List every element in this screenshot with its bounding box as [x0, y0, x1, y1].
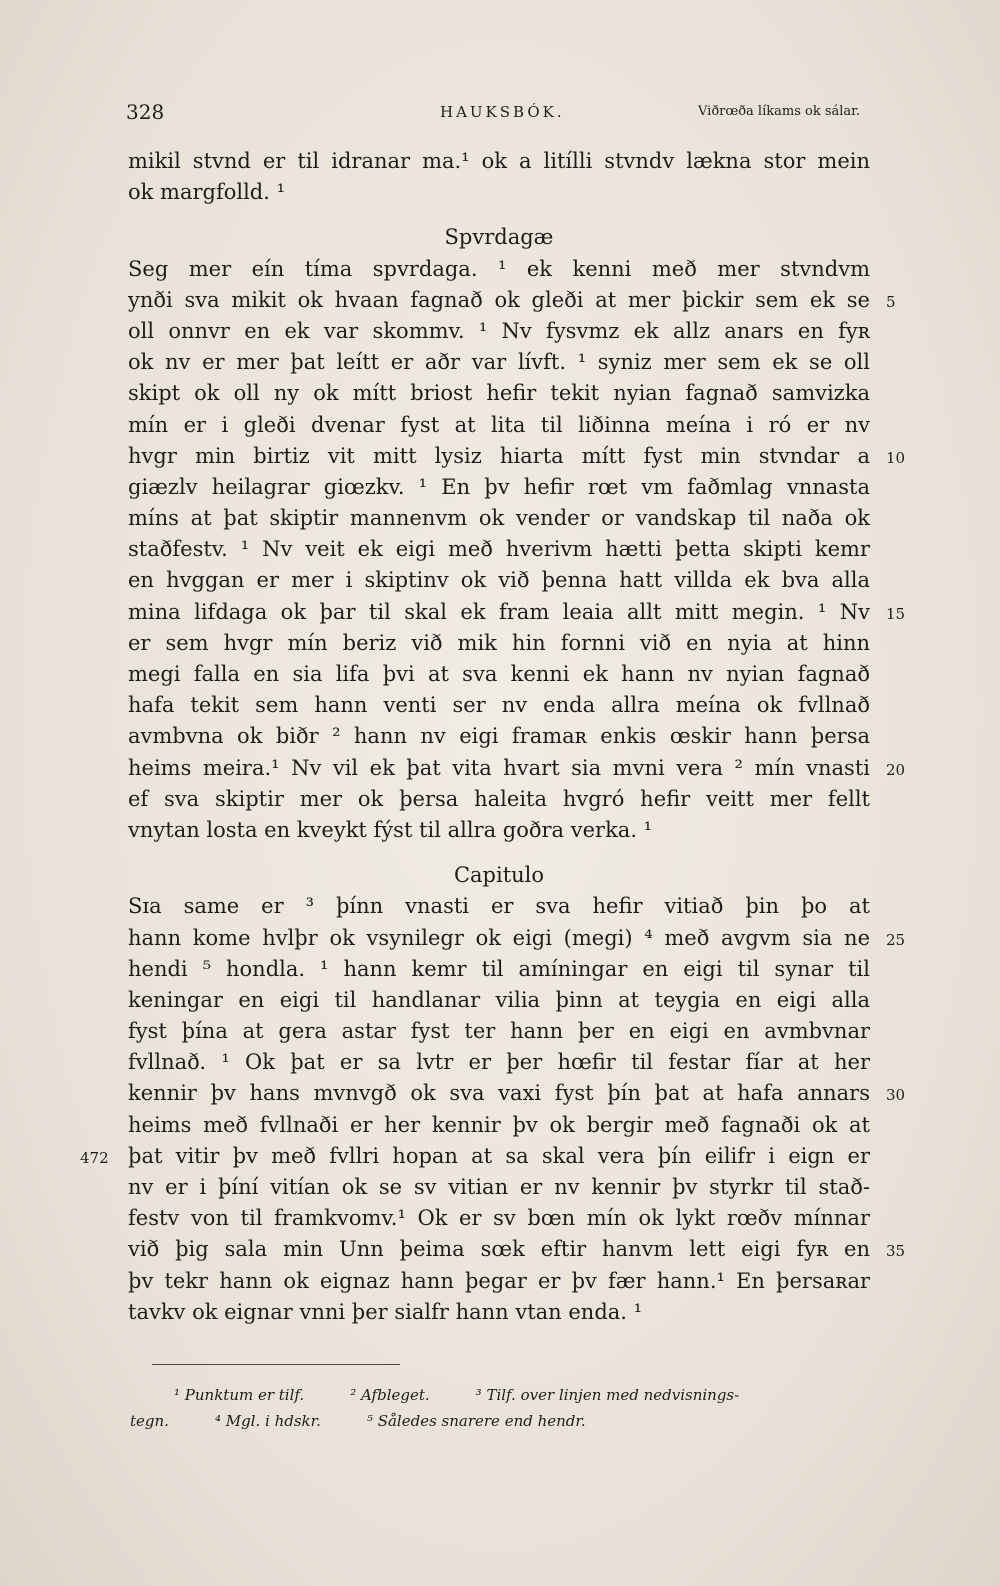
footnote-3-continued: tegn.: [130, 1412, 169, 1430]
text-line: [128, 690, 870, 721]
line-text: skipt ok oll ny ok mítt briost hefir tekit nyian fagnað samvizka: [128, 381, 870, 406]
text-line: [128, 923, 906, 954]
footnote-5: ⁵ Således snarere end hendr.: [366, 1412, 586, 1430]
text-line: [128, 472, 870, 503]
line-text: hafa tekit sem hann venti ser nv enda allra meína ok fvllnað: [128, 693, 870, 718]
line-text: ok margfolld. ¹: [128, 180, 286, 205]
footnote-4: ⁴ Mgl. i hdskr.: [214, 1412, 321, 1430]
line-text: tavkv ok eignar vnni þer sialfr hann vtan enda. ¹: [128, 1299, 643, 1324]
text-line: [128, 410, 870, 441]
line-number: 25: [886, 930, 906, 949]
text-line: [128, 659, 870, 690]
line-text: Seg mer eín tíma spvrdaga. ¹ ek kenni með mer stvndvm: [128, 256, 870, 281]
line-text: en hvggan er mer i skiptinv ok við þenna hatt villda ek bva alla: [128, 568, 870, 593]
text-line: [128, 628, 870, 659]
line-text: hann kome hvlþr ok vsynilegr ok eigi (megi) ⁴ með avgvm sia ne: [128, 925, 870, 950]
line-text: fyst þína at gera astar fyst ter hann þer en eigi en avmbvnar: [128, 1019, 870, 1044]
text-line: [128, 985, 870, 1016]
margin-folio-number: 472: [80, 1148, 109, 1167]
text-line: [128, 891, 870, 922]
line-text: ef sva skiptir mer ok þersa haleita hvgró hefir veitt mer fellt: [128, 786, 870, 811]
footnote-rule: [152, 1364, 400, 1365]
text-line: [128, 503, 870, 534]
line-text: við þig sala min Unn þeima sœk eftir hanvm lett eigi fyʀ en: [128, 1237, 870, 1262]
text-line: [128, 285, 896, 316]
text-line: [128, 146, 870, 177]
text-line: [80, 1141, 870, 1172]
footnote-line: [130, 1382, 875, 1408]
text-line: [128, 177, 870, 208]
line-text: Sɪa same er ³ þínn vnasti er sva hefir vitiað þin þo at: [128, 894, 870, 919]
text-line: [128, 254, 870, 285]
line-text: Spvrdagæ: [444, 225, 554, 250]
text-line: [128, 316, 870, 347]
line-text: þv tekr hann ok eignaz hann þegar er þv fær hann.¹ En þersaʀar: [128, 1268, 870, 1293]
line-text: ok nv er mer þat leítt er aðr var lívft. ¹ syniz mer sem ek se oll: [128, 350, 870, 375]
footnote-line: [130, 1408, 875, 1434]
running-header: [0, 96, 1000, 126]
line-text: heims meira.¹ Nv vil ek þat vita hvart sia mvni vera ² mín vnasti: [128, 755, 870, 780]
book-title: HAUKSBÓK.: [440, 103, 565, 121]
line-text: festv von til framkvomv.¹ Ok er sv bœn mín ok lykt rœðv mínnar: [128, 1206, 870, 1231]
text-line: [128, 1110, 870, 1141]
line-number: 15: [886, 604, 906, 623]
text-line: [128, 1203, 870, 1234]
line-text: heims með fvllnaði er her kennir þv ok bergir með fagnaði ok at: [128, 1112, 870, 1137]
text-line: [128, 378, 870, 409]
line-number: 10: [886, 448, 906, 467]
line-text: nv er i þíní vitían ok se sv vitian er nv kennir þv styrkr til stað-: [128, 1175, 870, 1199]
line-text: megi falla en sia lifa þvi at sva kenni ek hann nv nyian fagnað: [128, 662, 870, 686]
line-text: míns at þat skiptir mannenvm ok vender or vandskap til naða ok: [128, 506, 870, 531]
page-number: 328: [126, 100, 165, 124]
running-title: Viðrœða líkams ok sálar.: [698, 104, 861, 119]
footnote-1: ¹ Punktum er tilf.: [174, 1386, 305, 1404]
line-number: 30: [886, 1086, 906, 1105]
line-text: hvgr min birtiz vit mitt lysiz hiarta mítt fyst min stvndar a: [128, 443, 870, 468]
line-text: vnytan losta en kveykt fýst til allra goðra verka. ¹: [128, 817, 653, 842]
text-line: [128, 597, 906, 628]
line-text: fvllnað. ¹ Ok þat er sa lvtr er þer hœfir til festar fíar at her: [128, 1050, 870, 1075]
text-line: [128, 1266, 870, 1297]
text-line: [128, 1172, 870, 1203]
section-heading: [128, 222, 870, 253]
text-line: [128, 534, 870, 565]
text-line: [128, 1016, 870, 1047]
footnote-2: ² Afbleget.: [350, 1386, 430, 1404]
text-line: [128, 784, 870, 815]
line-text: mina lifdaga ok þar til skal ek fram leaia allt mitt megin. ¹ Nv: [128, 599, 870, 624]
text-line: [128, 753, 906, 784]
line-text: ynði sva mikit ok hvaan fagnað ok gleði at mer þickir sem ek se: [128, 287, 870, 312]
text-line: [128, 347, 870, 378]
text-line: [128, 815, 870, 846]
line-text: mikil stvnd er til idranar ma.¹ ok a litílli stvndv lækna stor mein: [128, 149, 870, 173]
text-line: [128, 1078, 906, 1109]
text-line: [128, 1047, 870, 1078]
line-number: 35: [886, 1242, 906, 1261]
line-text: staðfestv. ¹ Nv veit ek eigi með hverivm hætti þetta skipti kemr: [128, 537, 870, 562]
text-line: [128, 1297, 870, 1328]
text-line: [128, 954, 870, 985]
line-text: giæzlv heilagrar giœzkv. ¹ En þv hefir rœt vm faðmlag vnnasta: [128, 474, 870, 499]
line-text: kennir þv hans mvnvgð ok sva vaxi fyst þín þat at hafa annars: [128, 1081, 870, 1106]
line-number: 20: [886, 760, 906, 779]
line-text: avmbvna ok biðr ² hann nv eigi framaʀ enkis œskir hann þersa: [128, 724, 870, 749]
text-line: [128, 565, 870, 596]
text-line: [128, 721, 870, 752]
line-text: er sem hvgr mín beriz við mik hin fornni við en nyia at hinn: [128, 630, 870, 655]
footnotes: [130, 1382, 875, 1434]
text-line: [128, 441, 906, 472]
line-number: 5: [886, 292, 896, 311]
line-text: keningar en eigi til handlanar vilia þinn at teygia en eigi alla: [128, 987, 870, 1012]
line-text: hendi ⁵ hondla. ¹ hann kemr til amíningar en eigi til synar til: [128, 956, 870, 981]
section-heading: [128, 860, 870, 891]
text-line: [128, 1234, 906, 1265]
line-text: mín er i gleði dvenar fyst at lita til liðinna meína i ró er nv: [128, 412, 870, 437]
line-text: þat vitir þv með fvllri hopan at sa skal vera þín eilifr i eign er: [128, 1143, 870, 1168]
line-text: Capitulo: [453, 863, 545, 888]
main-text: [80, 146, 906, 1328]
line-text: oll onnvr en ek var skommv. ¹ Nv fysvmz ek allz anars en fyʀ: [128, 318, 870, 343]
footnote-3: ³ Tilf. over linjen med nedvisnings-: [475, 1386, 740, 1404]
